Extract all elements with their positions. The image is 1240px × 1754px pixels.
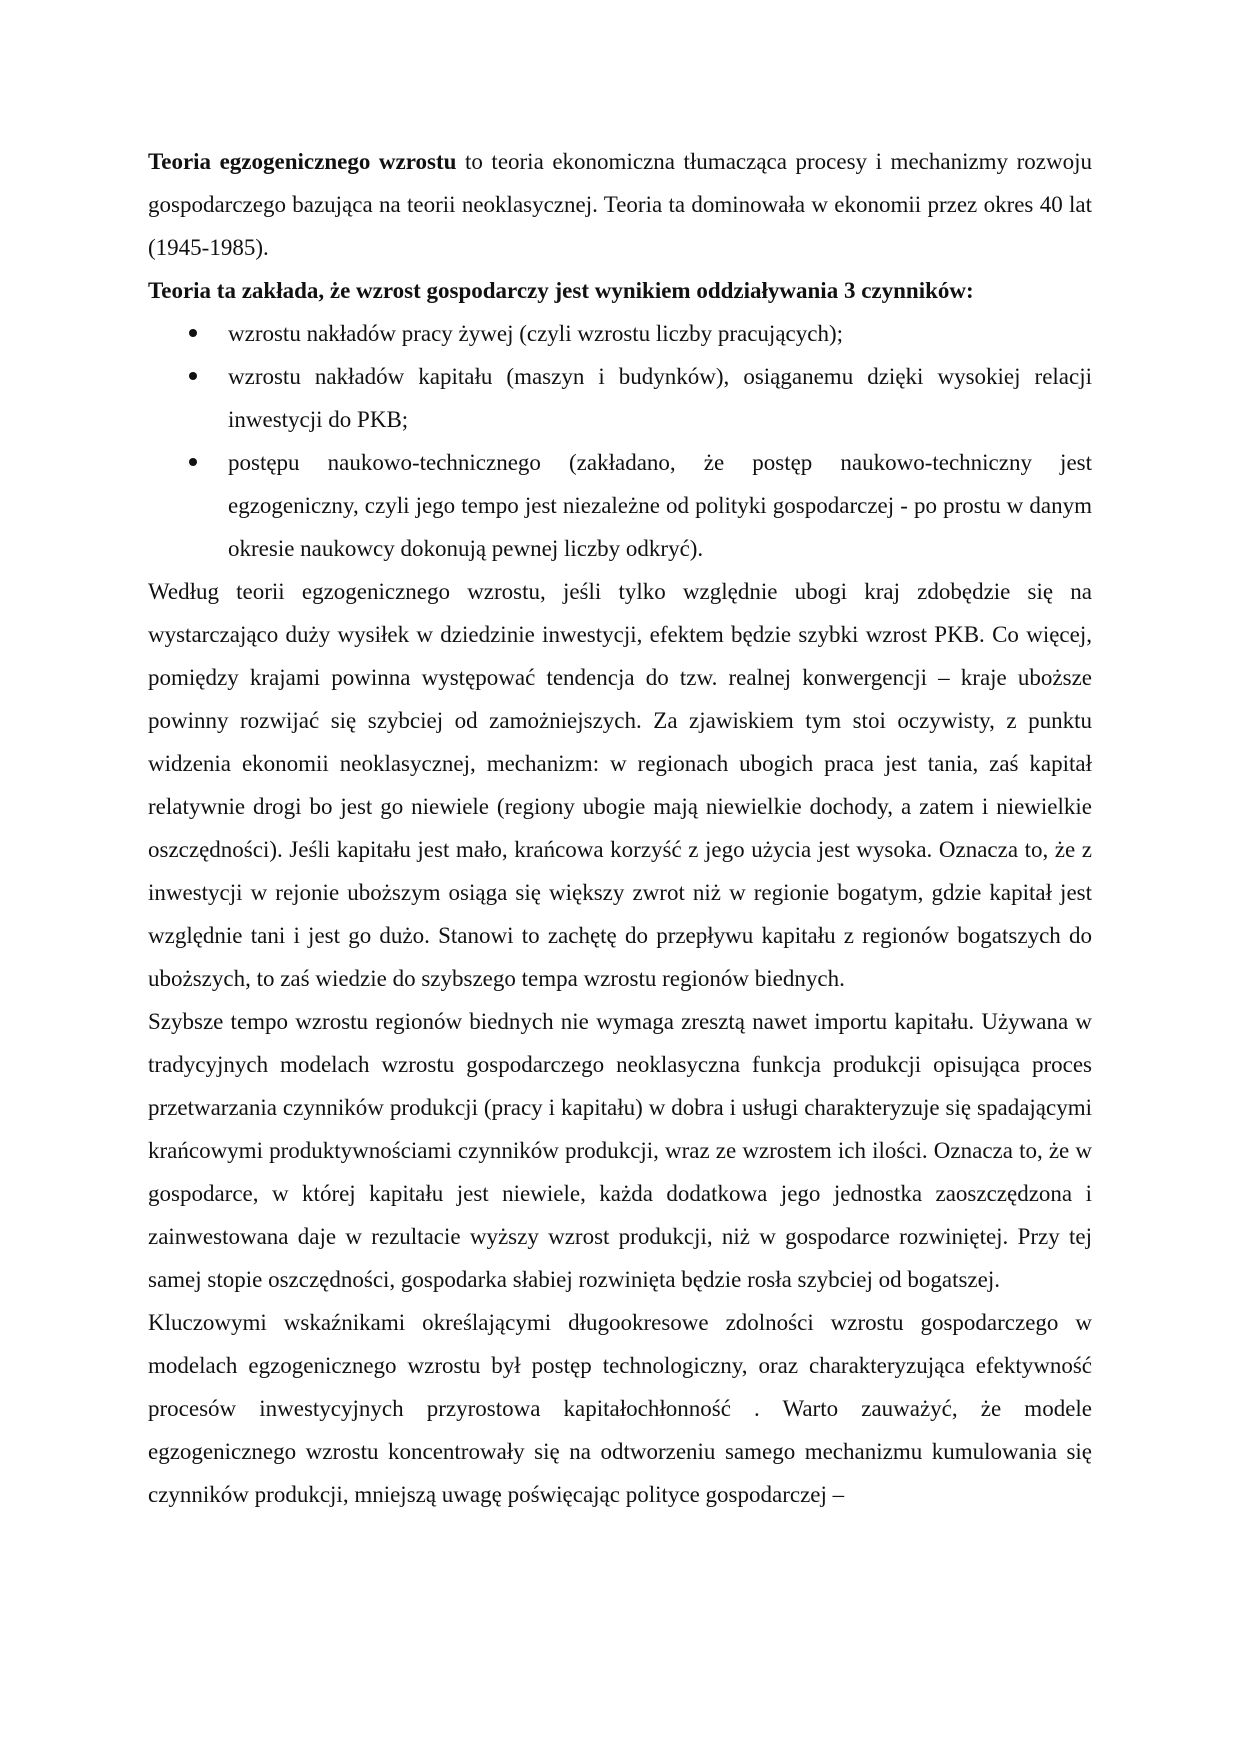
intro-paragraph xyxy=(148,140,1092,269)
assumption-heading: Teoria ta zakłada, że wzrost gospodarczy jest wynikiem oddziaływania 3 czynników: xyxy=(148,278,974,303)
document-page xyxy=(148,140,1092,1516)
list-item xyxy=(148,355,1092,441)
body-paragraph-key-indicators: Kluczowymi wskaźnikami określającymi długookresowe zdolności wzrostu gospodarczego w modelach egzogenicznego wzrostu był postęp technologiczny, oraz charakteryzująca efektywność procesów inwestycyjnych przyrostowa kapitałochłonność . Warto zauważyć, że modele egzogenicznego wzrostu koncentrowały się na odtworzeniu samego mechanizmu kumulowania się czynników produkcji, mniejszą uwagę poświęcając polityce gospodarczej – xyxy=(148,1310,1092,1507)
list-item xyxy=(148,312,1092,355)
list-item-text: wzrostu nakładów kapitału (maszyn i budynków), osiąganemu dzięki wysokiej relacji inwestycji do PKB; xyxy=(228,364,1092,432)
bullet-icon xyxy=(189,458,197,466)
list-item-text: postępu naukowo-technicznego (zakładano, że postęp naukowo-techniczny jest egzogeniczny, czyli jego tempo jest niezależne od polityki gospodarczej - po prostu w danym okresie naukowcy dokonują pewnej liczby odkryć). xyxy=(228,450,1092,561)
intro-text: to teoria ekonomiczna tłumacząca procesy i mechanizmy rozwoju gospodarczego bazująca na teorii neoklasycznej. Teoria ta dominowała w ekonomii przez okres 40 lat (1945-1985). xyxy=(148,149,1092,260)
bullet-icon xyxy=(189,372,197,380)
bullet-icon xyxy=(189,329,197,337)
body-paragraph-production-function: Szybsze tempo wzrostu regionów biednych nie wymaga zresztą nawet importu kapitału. Używana w tradycyjnych modelach wzrostu gospodarczego neoklasyczna funkcja produkcji opisująca proces przetwarzania czynników produkcji (pracy i kapitału) w dobra i usługi charakteryzuje się spadającymi krańcowymi produktywnościami czynników produkcji, wraz ze wzrostem ich ilości. Oznacza to, że w gospodarce, w której kapitału jest niewiele, każda dodatkowa jego jednostka zaoszczędzona i zainwestowana daje w rezultacie wyższy wzrost produkcji, niż w gospodarce rozwiniętej. Przy tej samej stopie oszczędności, gospodarka słabiej rozwinięta będzie rosła szybciej od bogatszej. xyxy=(148,1009,1092,1292)
list-item xyxy=(148,441,1092,570)
list-item-text: wzrostu nakładów pracy żywej (czyli wzrostu liczby pracujących); xyxy=(228,321,843,346)
factors-list xyxy=(148,312,1092,570)
defined-term: Teoria egzogenicznego wzrostu xyxy=(148,149,457,174)
body-paragraph-convergence: Według teorii egzogenicznego wzrostu, jeśli tylko względnie ubogi kraj zdobędzie się na wystarczająco duży wysiłek w dziedzinie inwestycji, efektem będzie szybki wzrost PKB. Co więcej, pomiędzy krajami powinna występować tendencja do tzw. realnej konwergencji – kraje uboższe powinny rozwijać się szybciej od zamożniejszych. Za zjawiskiem tym stoi oczywisty, z punktu widzenia ekonomii neoklasycznej, mechanizm: w regionach ubogich praca jest tania, zaś kapitał relatywnie drogi bo jest go niewiele (regiony ubogie mają niewielkie dochody, a zatem i niewielkie oszczędności). Jeśli kapitału jest mało, krańcowa korzyść z jego użycia jest wysoka. Oznacza to, że z inwestycji w rejonie uboższym osiąga się większy zwrot niż w regionie bogatym, gdzie kapitał jest względnie tani i jest go dużo. Stanowi to zachętę do przepływu kapitału z regionów bogatszych do uboższych, to zaś wiedzie do szybszego tempa wzrostu regionów biednych. xyxy=(148,579,1092,991)
